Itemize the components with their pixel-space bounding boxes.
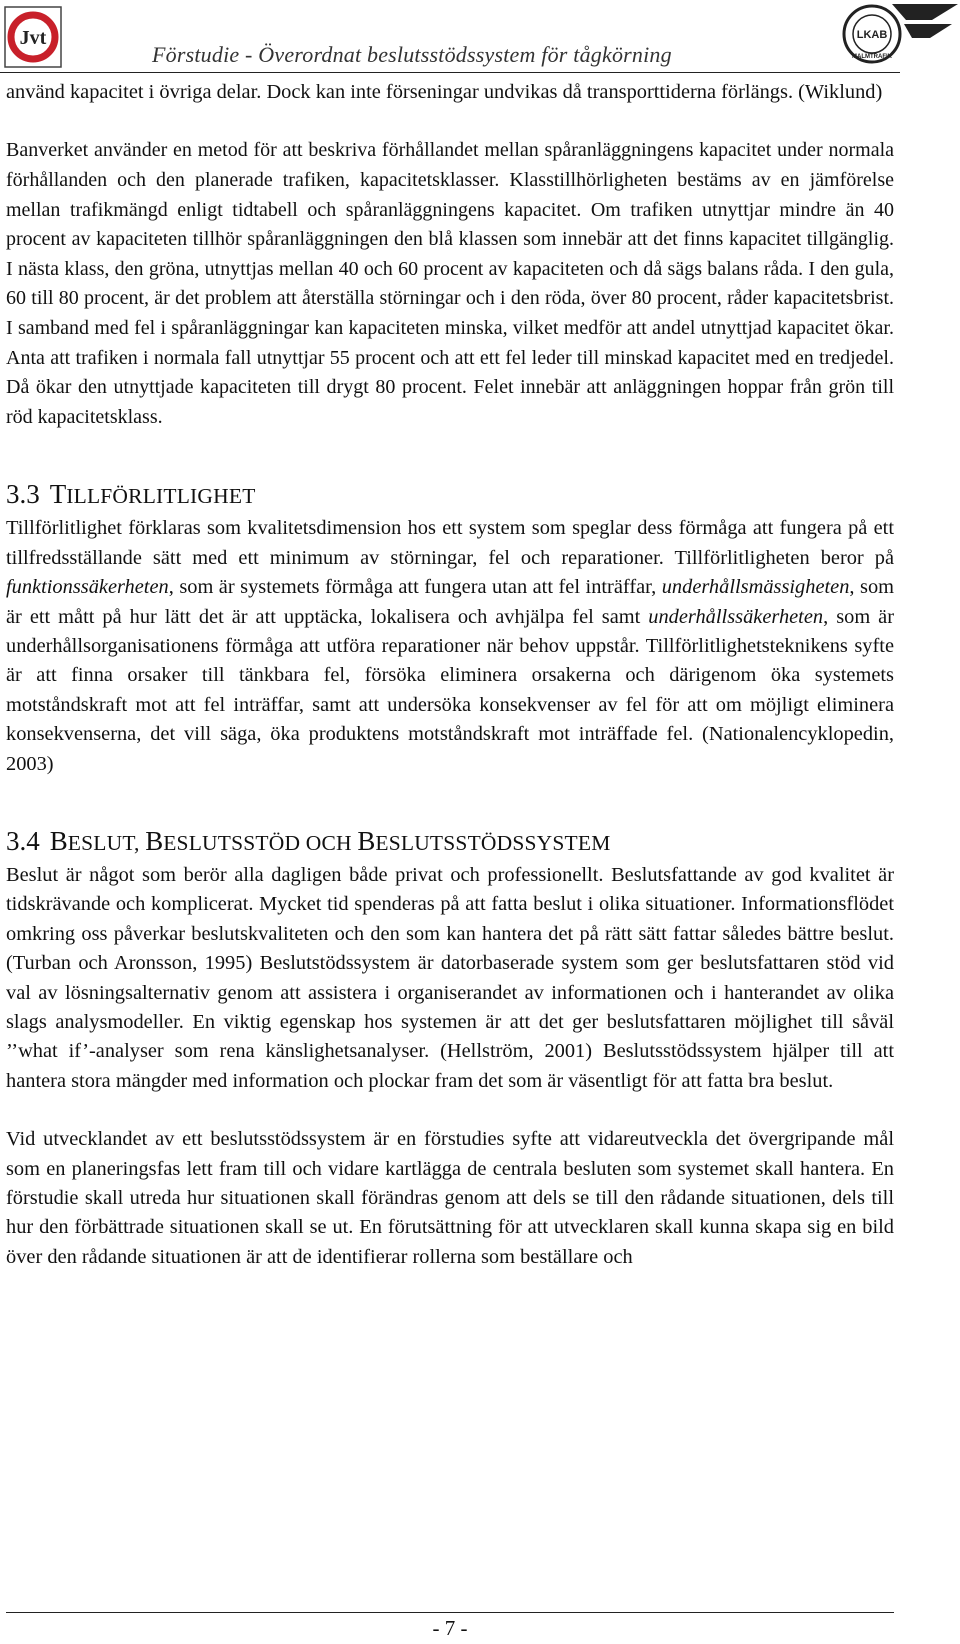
- footer-divider: [6, 1612, 894, 1613]
- paragraph-kapacitetsklasser: Banverket använder en metod för att beskriva förhållandet mellan spåranläggningens kapacitet under normala förhållanden och den planerade trafiken, kapacitetsklasser. Klasstillhörligheten bestäms av en jämförelse mellan trafikmängd enligt tidtabell och spåranläggningens kapacitet. Om trafiken utnyttjar mindre än 40 procent av kapaciteten tillhör spåranläggningen den blå klassen som innebär att det finns kapacitet tillgänglig. I nästa klass, den gröna, utnyttjas mellan 40 och 60 procent av kapaciteten och då sägs balans råda. I den gula, 60 till 80 procent, är det problem att återställa störningar och i den röda, över 80 procent, råder kapacitetsbrist. I samband med fel i spåranläggningar kan kapaciteten minska, vilket medför att andel utnyttjad kapacitet ökar. Anta att trafiken i normala fall utnyttjar 55 procent och att ett fel leder till minskad kapacitet med en tredjedel. Då ökar den utnyttjade kapaciteten till drygt 80 procent. Felet innebär att anläggningen hoppar från grön till röd kapacitetsklass.: [6, 139, 894, 428]
- jvt-logo-text: Jvt: [19, 27, 47, 49]
- header-divider: [0, 72, 900, 73]
- lkab-logo-text: LKAB: [856, 29, 888, 41]
- lkab-logo-subtext: MALMTRAFIK: [852, 54, 892, 60]
- section-number: 3.3: [6, 479, 40, 510]
- lkab-logo-icon: [840, 0, 960, 72]
- section-heading-3-3: 3.3 TILLFÖRLITLIGHET: [6, 479, 256, 510]
- paragraph-tillforlitlighet: Tillförlitlighet förklaras som kvalitetsdimension hos ett system som speglar dess förmåga att fungera på ett tillfredsställande sätt med ett minimum av störningar, fel och reparationer. Tillförlitligheten beror på funktionssäkerheten, som är systemets förmåga att fungera utan att fel inträffar, underhållsmässigheten, som är ett mått på hur lätt det är att upptäcka, lokalisera och avhjälpa fel samt underhållssäkerheten, som är underhållsorganisationens förmåga att utföra reparationer när behov uppstår. Tillförlitlighetsteknikens syfte är att finna orsaker till tänkbara fel, försöka eliminera orsakerna och därigenom öka systemets motståndskraft mot att fel inträffar, samt att undersöka konsekvenser av fel för att om möjligt eliminera konsekvenserna, det vill säga, öka produktens motståndskraft mot inträffade fel. (Nationalencyklopedin, 2003): [6, 517, 895, 775]
- term-underhallsmassigheten: underhållsmässigheten: [661, 576, 850, 599]
- page-number: - 7 -: [432, 1616, 468, 1640]
- page-header: [0, 0, 960, 76]
- term-underhallssakerheten: underhållssäkerheten: [648, 605, 824, 628]
- header-title: Förstudie - Överordnat beslutsstödssystem för tågkörning: [152, 42, 672, 67]
- paragraph-forstudie: Vid utvecklandet av ett beslutsstödssystem är en förstudies syfte att vidareutveckla det övergripande mål som en planeringsfas lett fram till och vidare kartlägga de centrala besluten som systemet skall hantera. En förstudie skall utreda hur situationen skall förändras genom att dels se till den rådande situationen, dels till hur den förbättrade situationen skall se ut. En förutsättning för att utvecklaren skall kunna skapa sig en bild över den rådande situationen är att de identifierar rollerna som beställare och: [6, 1128, 894, 1268]
- paragraph-continuation: använd kapacitet i övriga delar. Dock kan inte förseningar undvikas då transporttiderna förlängs. (Wiklund): [6, 81, 883, 103]
- jvt-logo-icon: [4, 6, 62, 68]
- section-heading-3-4: 3.4 BESLUT, BESLUTSSTÖD OCH BESLUTSSTÖDSSYSTEM: [6, 826, 611, 856]
- section-number: 3.4: [6, 826, 40, 856]
- page-body: [6, 78, 894, 1272]
- term-funktionssakerheten: funktionssäkerheten: [6, 576, 169, 599]
- paragraph-beslut: Beslut är något som berör alla dagligen både privat och professionellt. Beslutsfattande av god kvalitet är tidskrävande och komplicerat. Mycket tid spenderas på att fatta beslut i olika situationer. Informationsflödet omkring oss påverkar beslutskvaliteten och den som kan hantera det på rätt sätt fattar således bättre beslut. (Turban och Aronsson, 1995) Beslutstödssystem är datorbaserade system som ger beslutsfattaren stöd vid val av lösningsalternativ genom att assistera i organiserandet av informationen och i hanterandet av olika slags analysmodeller. En viktig egenskap hos systemen är att det ger beslutsfattaren möjlighet till såväl ’’what if’-analyser som rena känslighetsanalyser. (Hellström, 2001) Beslutsstödssystem hjälper till att hantera stora mängder med information och plockar fram det som är väsentligt för att fatta bra beslut.: [6, 864, 894, 1092]
